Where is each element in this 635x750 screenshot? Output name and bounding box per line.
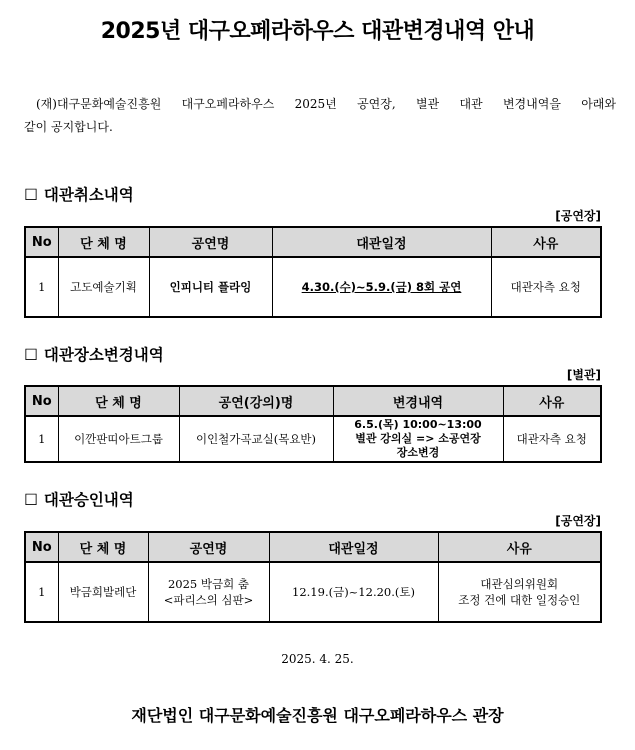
cell-group: 박금희발레단 [58, 562, 148, 622]
column-header: 공연(강의)명 [179, 386, 333, 416]
cell-no: 1 [25, 562, 58, 622]
issuer-signature: 재단법인 대구문화예술진흥원 대구오페라하우스 관장 [131, 706, 504, 725]
cell-schedule: 12.19.(금)~12.20.(토) [269, 562, 438, 622]
table-row [25, 416, 601, 462]
reason-line: 조정 건에 대한 일정승인 [458, 593, 581, 607]
cell-reason: 대관자측 요청 [491, 257, 601, 317]
venue-tag: [별관] [566, 368, 601, 382]
section-heading-venue-change [24, 343, 164, 365]
document-title: 2025년 대구오페라하우스 대관변경내역 안내 [100, 19, 535, 44]
column-header: 단 체 명 [58, 386, 179, 416]
cell-group: 고도예술기획 [58, 257, 149, 317]
column-header: 사유 [491, 227, 601, 257]
change-line: 별관 강의실 => 소공연장 [355, 432, 481, 445]
cell-schedule [272, 257, 491, 317]
venue-tag: [공연장] [555, 209, 601, 223]
approval-table [24, 531, 602, 623]
cell-no: 1 [25, 257, 58, 317]
venue-change-table [24, 385, 602, 463]
column-header: 대관일정 [269, 532, 438, 562]
table-header-row [25, 227, 601, 257]
intro-line-1: (재)대구문화예술진흥원 대구오페라하우스 2025년 공연장, 별관 대관 변경내역을 아래와 [36, 97, 616, 111]
reason-line: 대관심의위원회 [480, 577, 559, 591]
show-line: 2025 박금희 춤 [167, 577, 249, 591]
section-heading-cancellation [24, 183, 134, 205]
cancellation-table [24, 226, 602, 318]
column-header: No [25, 532, 58, 562]
column-header: 공연명 [148, 532, 269, 562]
column-header: 사유 [503, 386, 601, 416]
cell-group: 이깐판띠아트그룹 [58, 416, 179, 462]
column-header: 사유 [438, 532, 601, 562]
checkbox-square-icon: ☐ [24, 491, 38, 509]
cell-reason: 대관자측 요청 [503, 416, 601, 462]
cell-no: 1 [25, 416, 58, 462]
intro-paragraph [24, 93, 616, 139]
column-header: 대관일정 [272, 227, 491, 257]
schedule-text: 4.30.(수)~5.9.(금) 8회 공연 [301, 280, 462, 294]
cell-show: 인피니티 플라잉 [149, 257, 272, 317]
column-header: 단 체 명 [58, 227, 149, 257]
table-header-row [25, 386, 601, 416]
intro-line-2: 같이 공지합니다. [24, 120, 113, 134]
column-header: No [25, 386, 58, 416]
table-row [25, 562, 601, 622]
venue-tag: [공연장] [555, 514, 601, 528]
cell-change [333, 416, 503, 462]
show-line: <파리스의 심판> [163, 593, 254, 607]
section-heading-label: 대관장소변경내역 [43, 346, 164, 364]
checkbox-square-icon: ☐ [24, 186, 38, 204]
column-header: 변경내역 [333, 386, 503, 416]
cell-show: 이인철가곡교실(목요반) [179, 416, 333, 462]
section-heading-approval [24, 488, 134, 510]
checkbox-square-icon: ☐ [24, 346, 38, 364]
column-header: 단 체 명 [58, 532, 148, 562]
change-line: 장소변경 [396, 446, 440, 459]
change-line: 6.5.(목) 10:00~13:00 [354, 418, 482, 431]
column-header: 공연명 [149, 227, 272, 257]
notice-date: 2025. 4. 25. [281, 652, 354, 666]
table-row [25, 257, 601, 317]
table-header-row [25, 532, 601, 562]
column-header: No [25, 227, 58, 257]
cell-show [148, 562, 269, 622]
section-heading-label: 대관취소내역 [43, 186, 134, 204]
section-heading-label: 대관승인내역 [43, 491, 134, 509]
cell-reason [438, 562, 601, 622]
